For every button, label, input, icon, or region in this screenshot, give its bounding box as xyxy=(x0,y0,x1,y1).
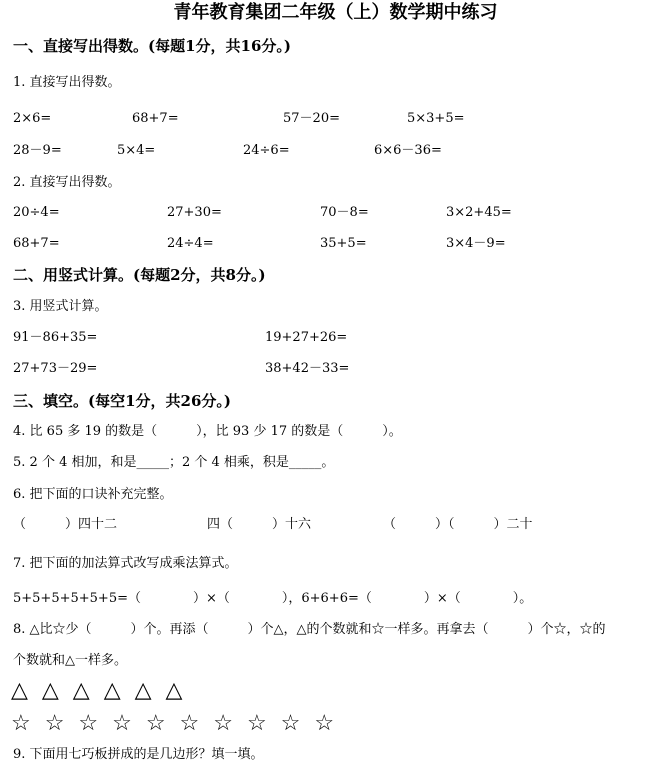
q2-row1-item: 20÷4= xyxy=(13,205,60,220)
page-title: 青年教育集团二年级（上）数学期中练习 xyxy=(173,2,498,23)
q1-row1-item: 5×3+5= xyxy=(407,111,465,126)
question-7-label: 7. 把下面的加法算式改写成乘法算式。 xyxy=(13,556,238,571)
section-3-heading: 三、填空。(每空1分，共26分。) xyxy=(13,392,232,410)
q2-row1-item: 27+30= xyxy=(167,205,222,220)
question-9: 9. 下面用七巧板拼成的是几边形？填一填。 xyxy=(13,747,264,762)
question-2-label: 2. 直接写出得数。 xyxy=(13,175,121,190)
q1-row2-item: 28－9= xyxy=(13,143,62,158)
question-3-label: 3. 用竖式计算。 xyxy=(13,299,108,314)
q2-row2-item: 68+7= xyxy=(13,236,60,251)
q1-row1-item: 68+7= xyxy=(132,111,179,126)
q3-row1-item: 91－86+35= xyxy=(13,330,98,345)
q1-row1-item: 57－20= xyxy=(283,111,340,126)
q3-row2-item: 27+73－29= xyxy=(13,361,98,376)
question-6-label: 6. 把下面的口诀补充完整。 xyxy=(13,487,173,502)
q2-row2-item: 35+5= xyxy=(320,236,367,251)
q3-row1-item: 19+27+26= xyxy=(265,330,348,345)
q2-row1-item: 3×2+45= xyxy=(446,205,512,220)
q6-item: （ ）（ ）二十 xyxy=(383,517,533,532)
question-5: 5. 2 个 4 相加，和是_____；2 个 4 相乘，积是_____。 xyxy=(13,455,335,470)
triangle-row: △ △ △ △ △ △ xyxy=(11,678,183,703)
question-8-line1: 8. △比☆少（ ）个。再添（ ）个△，△的个数就和☆一样多。再拿去（ ）个☆，☆的 xyxy=(13,622,606,637)
star-row: ☆ ☆ ☆ ☆ ☆ ☆ ☆ ☆ ☆ ☆ xyxy=(11,711,335,736)
q6-item: 四（ ）十六 xyxy=(207,517,312,532)
q2-row1-item: 70－8= xyxy=(320,205,369,220)
question-7-line: 5+5+5+5+5+5=（ ）×（ ），6+6+6=（ ）×（ ）。 xyxy=(13,591,533,606)
q1-row2-item: 5×4= xyxy=(117,143,156,158)
section-2-heading: 二、用竖式计算。(每题2分，共8分。) xyxy=(13,266,266,284)
q6-item: （ ）四十二 xyxy=(13,517,118,532)
question-1-label: 1. 直接写出得数。 xyxy=(13,75,121,90)
q3-row2-item: 38+42－33= xyxy=(265,361,350,376)
section-1-heading: 一、直接写出得数。(每题1分，共16分。) xyxy=(13,37,292,55)
question-8-line2: 个数就和△一样多。 xyxy=(13,653,127,668)
question-4: 4. 比 65 多 19 的数是（ ），比 93 少 17 的数是（ ）。 xyxy=(13,424,402,439)
q2-row2-item: 24÷4= xyxy=(167,236,214,251)
q1-row1-item: 2×6= xyxy=(13,111,52,126)
q1-row2-item: 6×6－36= xyxy=(374,143,442,158)
q1-row2-item: 24÷6= xyxy=(243,143,290,158)
q2-row2-item: 3×4－9= xyxy=(446,236,506,251)
